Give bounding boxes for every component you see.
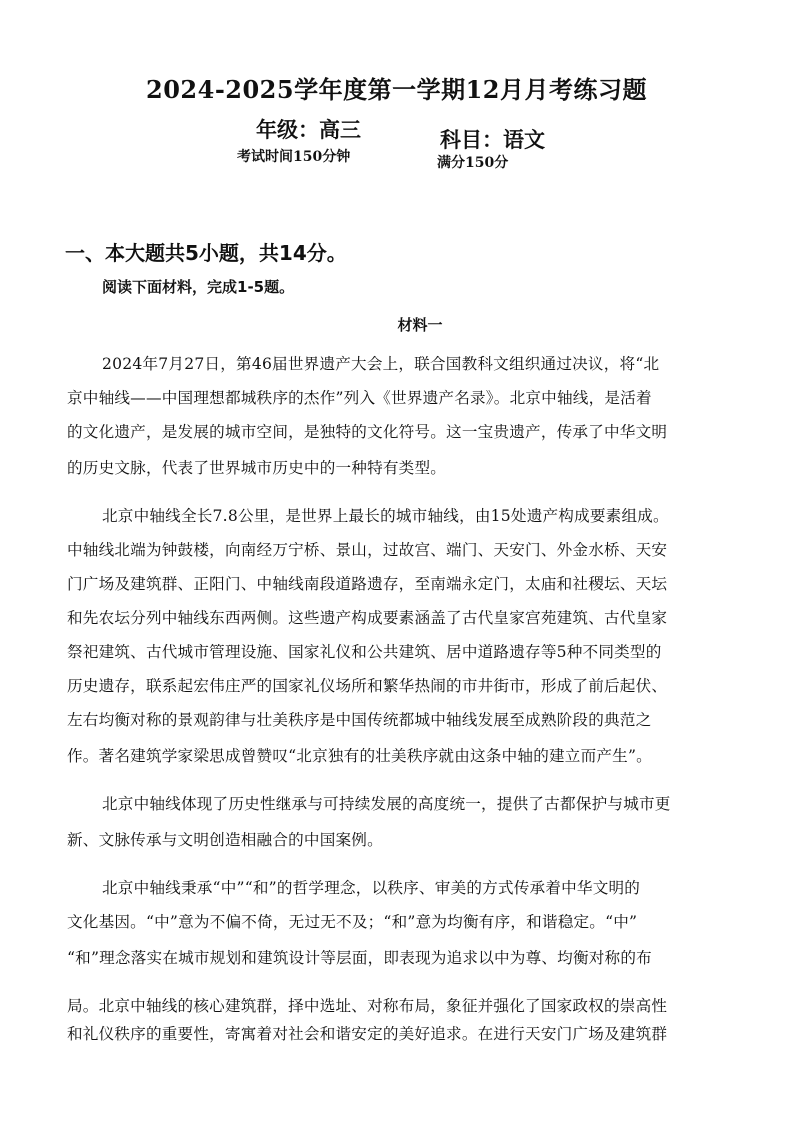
body-line: 北京中轴线全长7.8公里，是世界上最长的城市轴线，由15处遗产构成要素组成。 — [102, 507, 669, 525]
body-line: “和”理念落实在城市规划和建筑设计等层面，即表现为追求以中为尊、均衡对称的布 — [67, 949, 652, 967]
section-heading: 一、本大题共5小题，共14分。 — [65, 241, 347, 265]
exam-time: 考试时间150分钟 — [237, 149, 351, 165]
body-line: 北京中轴线体现了历史性继承与可持续发展的高度统一，提供了古都保护与城市更 — [102, 795, 671, 813]
body-line: 作。著名建筑学家梁思成曾赞叹“北京独有的壮美秩序就由这条中轴的建立而产生”。 — [67, 747, 652, 765]
exam-title: 2024-2025学年度第一学期12月月考练习题 — [146, 75, 647, 104]
body-line: 新、文脉传承与文明创造相融合的中国案例。 — [67, 831, 383, 849]
body-line: 历史遗存，联系起宏伟庄严的国家礼仪场所和繁华热闹的市井街市，形成了前后起伏、 — [67, 677, 668, 695]
body-line: 京中轴线——中国理想都城秩序的杰作”列入《世界遗产名录》。北京中轴线，是活着 — [67, 389, 652, 407]
body-line: 和礼仪秩序的重要性，寄寓着对社会和谐安定的美好追求。在进行天安门广场及建筑群 — [67, 1025, 668, 1043]
body-line: 的文化遗产，是发展的城市空间，是独特的文化符号。这一宝贵遗产，传承了中华文明 — [67, 423, 668, 441]
body-line: 北京中轴线秉承“中”“和”的哲学理念，以秩序、审美的方式传承着中华文明的 — [102, 879, 641, 897]
body-line: 局。北京中轴线的核心建筑群，择中选址、对称布局，象征并强化了国家政权的崇高性 — [67, 997, 668, 1015]
subject-label: 科目：语文 — [440, 127, 545, 152]
body-line: 门广场及建筑群、正阳门、中轴线南段道路遗存，至南端永定门，太庙和社稷坛、天坛 — [67, 575, 668, 593]
material-title: 材料一 — [397, 316, 443, 334]
body-line: 的历史文脉，代表了世界城市历史中的一种特有类型。 — [67, 459, 447, 477]
grade-label: 年级：高三 — [256, 117, 361, 142]
body-line: 和先农坛分列中轴线东西两侧。这些遗产构成要素涵盖了古代皇家宫苑建筑、古代皇家 — [67, 609, 668, 627]
body-line: 祭祀建筑、古代城市管理设施、国家礼仪和公共建筑、居中道路遗存等5种不同类型的 — [67, 643, 662, 661]
body-line: 2024年7月27日，第46届世界遗产大会上，联合国教科文组织通过决议，将“北 — [102, 355, 660, 373]
body-line: 左右均衡对称的景观韵律与壮美秩序是中国传统都城中轴线发展至成熟阶段的典范之 — [67, 711, 652, 729]
body-line: 中轴线北端为钟鼓楼，向南经万宁桥、景山，过故宫、端门、天安门、外金水桥、天安 — [67, 541, 668, 559]
full-score: 满分150分 — [437, 155, 509, 171]
reading-instruction: 阅读下面材料，完成1-5题。 — [102, 278, 295, 296]
body-line: 文化基因。“中”意为不偏不倚，无过无不及；“和”意为均衡有序，和谐稳定。“中” — [67, 913, 638, 931]
